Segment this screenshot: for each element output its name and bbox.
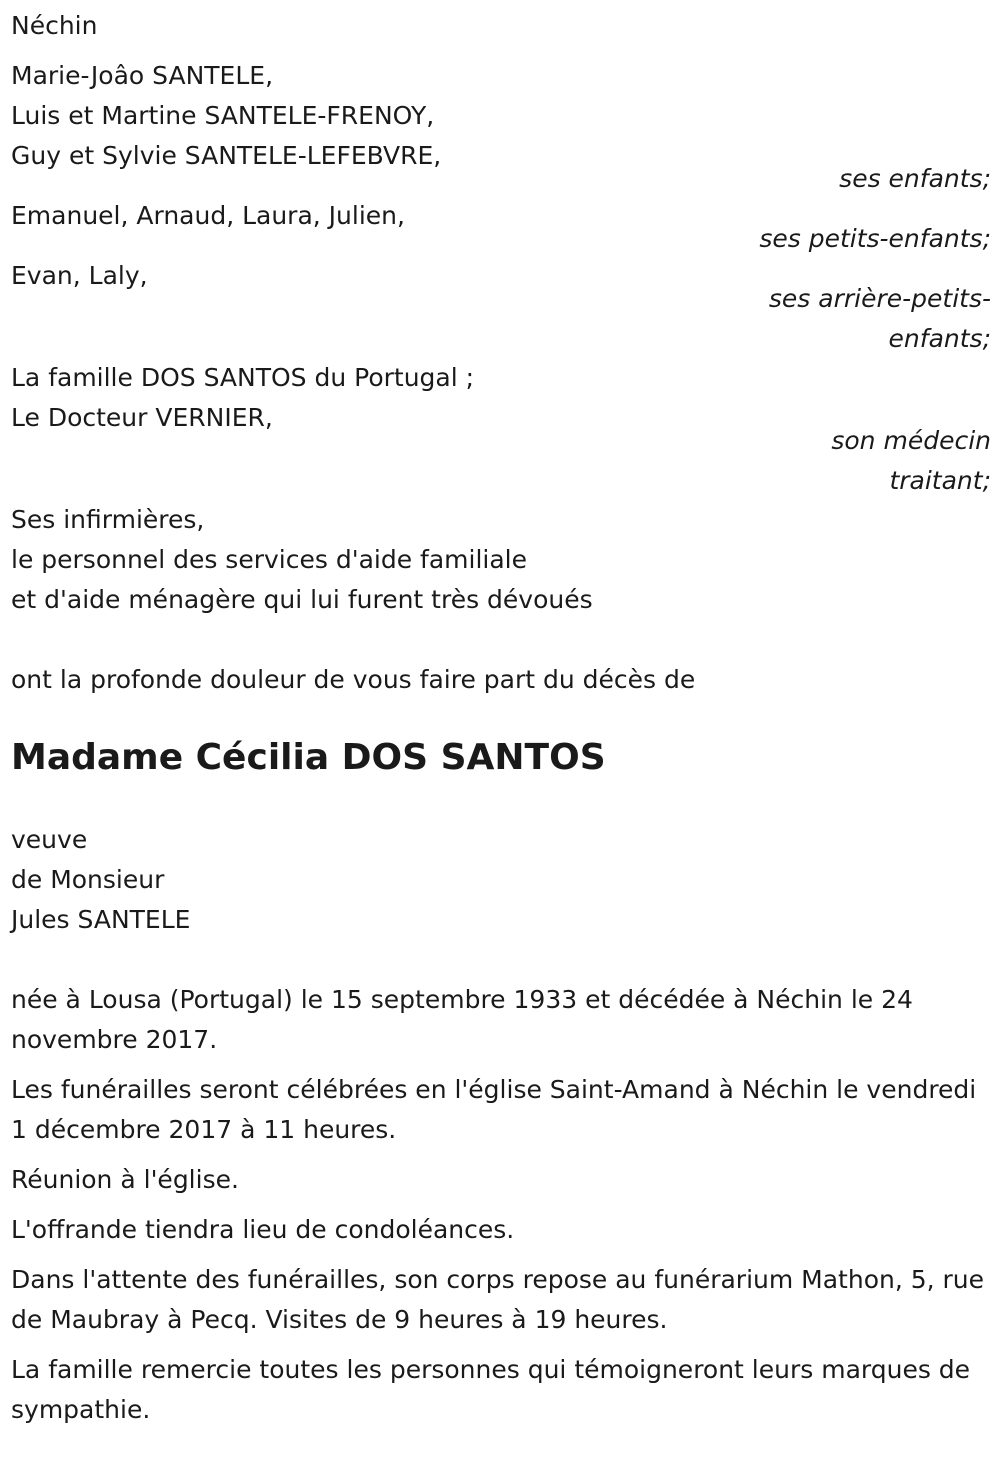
spacer <box>11 700 991 728</box>
child-name: Guy et Sylvie SANTELE-LEFEBVRE, <box>11 141 442 170</box>
widow-of-line: Jules SANTELE <box>11 905 191 934</box>
child-name: Luis et Martine SANTELE-FRENOY, <box>11 101 435 130</box>
spacer <box>11 1340 991 1350</box>
children-role: ses enfants; <box>839 164 991 193</box>
spacer <box>11 1200 991 1210</box>
spacer <box>11 940 991 980</box>
spacer <box>11 1250 991 1260</box>
great-grandchildren-role-1: ses arrière-petits- <box>768 284 991 313</box>
grandchildren-role: ses petits-enfants; <box>759 224 991 253</box>
child-name: Marie-Joâo SANTELE, <box>11 61 274 90</box>
spacer <box>11 620 991 660</box>
meeting-paragraph: Réunion à l'église. <box>11 1165 239 1194</box>
doctor-name: Le Docteur VERNIER, <box>11 403 273 432</box>
doctor-role-2: traitant; <box>889 466 991 495</box>
great-grandchildren-names: Evan, Laly, <box>11 261 148 290</box>
announcement-text: ont la profonde douleur de vous faire part du décès de <box>11 665 696 694</box>
family-portugal: La famille DOS SANTOS du Portugal ; <box>11 363 475 392</box>
nurses-line: le personnel des services d'aide familiale <box>11 545 527 574</box>
birth-death-paragraph: née à Lousa (Portugal) le 15 septembre 1933 et décédée à Néchin le 24 novembre 2017. <box>11 985 913 1054</box>
deceased-name: Madame Cécilia DOS SANTOS <box>11 737 606 778</box>
grandchildren-names: Emanuel, Arnaud, Laura, Julien, <box>11 201 405 230</box>
spacer <box>11 1150 991 1160</box>
obituary-notice <box>11 6 991 1430</box>
spacer <box>11 46 991 56</box>
doctor-role-1: son médecin <box>831 426 991 455</box>
place-name: Néchin <box>11 11 98 40</box>
offering-paragraph: L'offrande tiendra lieu de condoléances. <box>11 1215 515 1244</box>
nurses-line: Ses infirmières, <box>11 505 205 534</box>
widow-of-line: veuve <box>11 825 88 854</box>
great-grandchildren-role-2: enfants; <box>888 324 991 353</box>
thanks-paragraph: La famille remercie toutes les personnes qui témoigneront leurs marques de sympathie. <box>11 1355 971 1424</box>
funeral-paragraph: Les funérailles seront célébrées en l'église Saint-Amand à Néchin le vendredi 1 décembre 2017 à 11 heures. <box>11 1075 977 1144</box>
funerarium-paragraph: Dans l'attente des funérailles, son corps repose au funérarium Mathon, 5, rue de Maubray à Pecq. Visites de 9 heures à 19 heures. <box>11 1265 985 1334</box>
spacer <box>11 788 991 820</box>
widow-of-line: de Monsieur <box>11 865 165 894</box>
nurses-line: et d'aide ménagère qui lui furent très dévoués <box>11 585 593 614</box>
spacer <box>11 1060 991 1070</box>
